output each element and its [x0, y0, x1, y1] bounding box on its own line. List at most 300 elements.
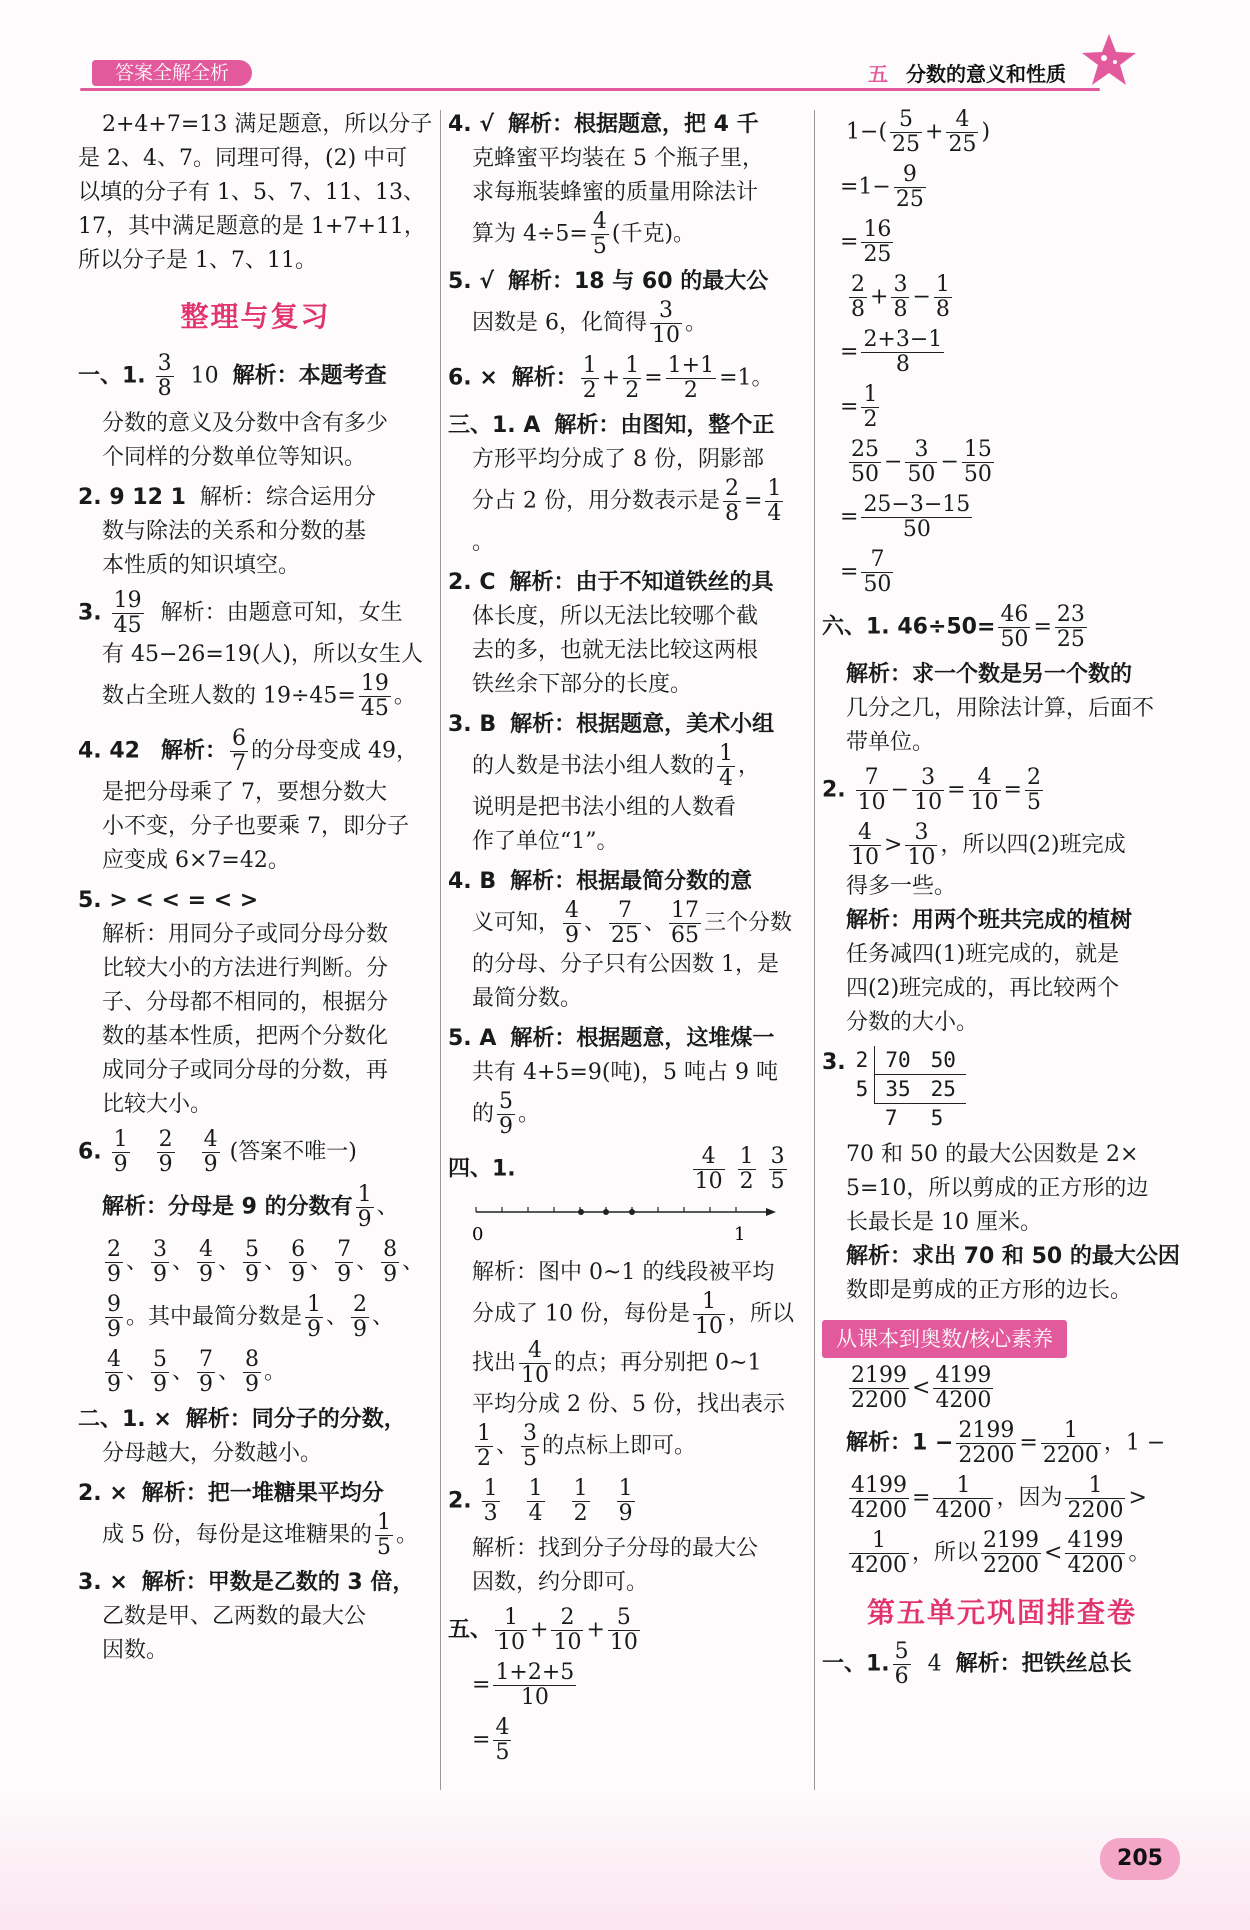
denominator: 9 [245, 1262, 260, 1287]
numerator: 1 [573, 1476, 588, 1501]
denominator: 7 [231, 751, 246, 776]
text-line: 去的多，也就无法比较这两根 [472, 638, 759, 663]
denominator: 2 [582, 378, 597, 403]
answer-1-1 [78, 352, 433, 401]
denominator: 9 [107, 1372, 121, 1397]
denominator: 2200 [958, 1443, 1015, 1468]
item-number: 二、1. × [78, 1407, 172, 1432]
fraction [650, 299, 682, 348]
fraction [861, 383, 879, 432]
numerator: 1 [719, 741, 734, 766]
denominator: 5 [523, 1446, 538, 1471]
text: 三个分数 [704, 910, 793, 936]
text: 的 [472, 1101, 495, 1127]
fraction [495, 1606, 527, 1655]
text-line: 分母越大，分数越小。 [102, 1441, 323, 1466]
denominator: 10 [553, 1630, 582, 1655]
item-number: 2. [448, 1488, 472, 1514]
numerator: 1 [625, 353, 640, 378]
answer-value: 4 [927, 1651, 942, 1677]
numerator: 2 [158, 1127, 173, 1152]
equation-step [822, 163, 1182, 212]
fraction [894, 163, 926, 212]
fraction [581, 354, 599, 403]
numerator: 7 [618, 898, 633, 923]
numerator: 7 [864, 765, 879, 790]
fraction [1025, 766, 1043, 815]
numerator: 46 [1000, 602, 1029, 627]
text: 的分母变成 49， [250, 738, 418, 764]
explanation: 解析：根据题意，美术小组 [510, 712, 775, 737]
equation-step: = $\frac{25-3-15}{50}$ [840, 492, 971, 542]
text-line: 成 5 份，每份是这堆糖果的 $\frac{1}{5}$ 。 [102, 1510, 418, 1560]
fraction [375, 1511, 393, 1560]
fraction [861, 218, 893, 267]
denominator: 10 [521, 1363, 550, 1388]
item-number: 5. A [448, 1026, 497, 1051]
numerator: 1 [956, 1473, 971, 1498]
item-number: 6. [78, 1139, 102, 1165]
item-number: 6. × [448, 365, 498, 391]
fraction [946, 108, 978, 157]
text: 找出 [472, 1350, 517, 1376]
answer-3-2 [448, 566, 808, 600]
column-divider [440, 110, 441, 1790]
chapter-title: 分数的意义和性质 [906, 62, 1066, 86]
denominator: 5 [1026, 790, 1041, 815]
point-4-10 [578, 1209, 584, 1215]
text-line: 是 2、4、7。同理可得，(2) 中可 [78, 146, 408, 171]
column-3 [822, 108, 1182, 1695]
answer-3-3 [448, 708, 808, 742]
numerator: 3 [893, 272, 908, 297]
fraction [157, 1128, 175, 1177]
fraction [112, 589, 144, 638]
fraction [891, 273, 909, 322]
denominator: 10 [609, 1630, 638, 1655]
denominator: 5 [592, 234, 607, 259]
text-line: 克蜂蜜平均装在 5 个瓶子里， [472, 146, 764, 171]
equation-step: = $\frac{16}{25}$ [840, 217, 892, 267]
denominator: 50 [861, 517, 972, 542]
text-line: 任务减四(1)班完成的，就是 [846, 942, 1120, 967]
item-number: 一、1. [78, 363, 146, 389]
dividend: 70 [885, 1048, 911, 1072]
denominator: 3 [483, 1501, 498, 1526]
column-divider [814, 110, 815, 1790]
text-line: 体长度，所以无法比较哪个截 [472, 604, 759, 629]
numerator: 6 [291, 1237, 306, 1262]
numerator: 2 [107, 1237, 121, 1262]
text-line: 的人数是书法小组人数的 $\frac{1}{4}$ ， [472, 741, 761, 791]
denominator: 5 [495, 1740, 510, 1765]
text-line [448, 1339, 808, 1388]
numerator: 3 [157, 351, 172, 376]
column-2 [448, 108, 808, 1771]
explanation: 解析：综合运用分 [199, 485, 376, 510]
fraction [861, 493, 972, 542]
text: ，所以四(2)班完成 [940, 832, 1126, 858]
numerator: 5 [616, 1605, 631, 1630]
numerator: 4 [955, 107, 970, 132]
text-line: 解析：求出 70 和 50 的最大公因 [846, 1244, 1180, 1269]
denominator: 9 [153, 1372, 168, 1397]
dividend: 50 [930, 1048, 956, 1072]
numerator: 9 [107, 1292, 121, 1317]
item-number: 4. √ [448, 112, 494, 137]
denominator: 4200 [1067, 1553, 1124, 1578]
explanation: 解析：本题考查 [232, 363, 387, 389]
denominator: 9 [203, 1152, 218, 1177]
text-line: 17，其中满足题意的是 1+7+11， [78, 214, 426, 239]
numerator: 2 [353, 1292, 368, 1317]
footer-band [0, 1790, 1250, 1930]
item-number: 2. C [448, 570, 496, 595]
denominator: 2 [739, 1169, 754, 1194]
answer-1-5: 5. > < < = < > [78, 888, 259, 913]
header-tag: 答案全解全析 [92, 60, 252, 86]
denominator: 10 [493, 1685, 576, 1710]
denominator: 2200 [1042, 1443, 1099, 1468]
text-line: 最简分数。 [472, 986, 583, 1011]
page-header [0, 0, 1250, 95]
denominator: 25 [1056, 627, 1085, 652]
text-line: 以填的分子有 1、5、7、11、13、 [78, 180, 425, 205]
numerator: 4199 [1067, 1528, 1124, 1553]
fraction [905, 438, 937, 487]
fraction [717, 742, 735, 791]
explanation: 解析：把铁丝总长 [955, 1651, 1132, 1677]
text-line: 铁丝余下部分的长度。 [472, 672, 693, 697]
numerator: 3 [921, 765, 936, 790]
answer-2-6: 6. × 解析： $\frac{1}{2}$ + $\frac{1}{2}$ = $\frac{1+1}{2}$ =1。 [448, 353, 774, 403]
explanation: 解析：根据题意，这堆煤一 [510, 1026, 775, 1051]
text-line: $\frac{4}{10}$ > $\frac{3}{10}$ ，所以四(2)班完成 [851, 820, 1126, 870]
denominator: 10 [694, 1314, 723, 1339]
fraction [693, 1290, 725, 1339]
numerator: 3 [659, 298, 673, 323]
denominator: 8 [861, 352, 944, 377]
numerator: 1+1 [667, 353, 715, 378]
quotient: 25 [921, 1075, 966, 1104]
text-line: 应变成 6×7=42。 [102, 848, 290, 873]
text-line: 几分之几，用除法计算，后面不 [846, 696, 1155, 721]
fraction [1065, 1529, 1125, 1578]
denominator: 10 [652, 323, 680, 348]
fraction [519, 1339, 551, 1388]
fraction [623, 354, 641, 403]
denominator: 2 [477, 1446, 491, 1471]
text-line: 2+4+7=13 满足题意，所以分子 [102, 112, 433, 137]
denominator: 2 [573, 1501, 588, 1526]
fraction [861, 548, 893, 597]
fraction [962, 438, 994, 487]
item-number: 3. [822, 1050, 846, 1075]
fraction [202, 1128, 220, 1177]
answer-2-4 [448, 108, 808, 142]
numerator: 16 [863, 217, 892, 242]
answer-2-5 [448, 265, 808, 299]
text-line: 得多一些。 [846, 874, 957, 899]
text-line: 分数的意义及分数中含有多少 [102, 411, 389, 436]
fraction [693, 1145, 725, 1194]
answer-6-1: 六、1. 46÷50= $\frac{46}{50}$ = $\frac{23}{25}$ [822, 602, 1085, 652]
denominator: 10 [907, 845, 936, 870]
denominator: 9 [618, 1501, 633, 1526]
denominator: 6 [894, 1664, 909, 1689]
explanation: 解析：把一堆糖果平均分 [141, 1481, 384, 1506]
fraction [849, 821, 881, 870]
denominator: 10 [914, 790, 943, 815]
text-line: 解析：用两个班共完成的植树 [846, 908, 1133, 933]
numerator: 1 [935, 272, 950, 297]
text: ，因为 [996, 1485, 1063, 1511]
unit-answer-1-1 [822, 1640, 1182, 1689]
header-rule [80, 88, 1100, 91]
number-line [448, 1200, 808, 1250]
section-title: 整理与复习 [180, 300, 331, 333]
chapter-number: 五 [868, 62, 888, 86]
denominator: 10 [970, 790, 999, 815]
answer-3-5 [448, 1022, 808, 1056]
equation-step: 1−( $\frac{5}{25}$ + $\frac{4}{25}$ ) [846, 107, 991, 157]
denominator: 50 [851, 462, 879, 487]
tick-label-1: 1 [734, 1224, 746, 1245]
denominator: 4200 [851, 1498, 907, 1523]
tick-label-0: 0 [472, 1224, 484, 1245]
numerator: 23 [1056, 602, 1085, 627]
item-number: 2. 9 12 1 [78, 485, 186, 510]
item-number: 3. × [78, 1570, 128, 1595]
text: 的点标上即可。 [542, 1433, 697, 1459]
text: ，所以 [727, 1301, 794, 1327]
explanation: 解析：由图知，整个正 [554, 413, 775, 438]
answer-1-3 [78, 589, 433, 638]
numerator: 2199 [983, 1528, 1040, 1553]
fraction [998, 603, 1030, 652]
denominator: 2 [625, 378, 640, 403]
numerator: 1 [582, 353, 597, 378]
divisor: 2 [850, 1046, 875, 1075]
explanation: 解析：甲数是乙数的 3 倍， [141, 1570, 415, 1595]
fraction [617, 1477, 635, 1526]
denominator: 8 [157, 376, 172, 401]
denominator: 9 [499, 1114, 514, 1139]
text-line: 有 45−26=19(人)，所以女生人 [102, 642, 424, 667]
fraction [956, 1419, 1016, 1468]
text-line: 个同样的分数单位等知识。 [102, 445, 367, 470]
text: 成 5 份，每份是这堆糖果的 [102, 1522, 372, 1548]
denominator: 2 [863, 407, 878, 432]
text-line: 作了单位“1”。 [472, 829, 619, 854]
text: ，所以 [912, 1540, 979, 1566]
item-number: 三、1. A [448, 413, 541, 438]
fraction [105, 1348, 123, 1397]
text-line: 是把分母乘了 7，要想分数大 [102, 780, 387, 805]
text-line: 子、分母都不相同的，根据分 [102, 990, 389, 1015]
fraction [849, 1474, 909, 1523]
equation-step: $\frac{2}{8}$ + $\frac{3}{8}$ − $\frac{1}{8}$ [851, 272, 950, 322]
fraction [151, 1238, 169, 1287]
text: 因数是 6，化简得 [472, 310, 647, 336]
text-line: $\frac{1}{2}$ 、 $\frac{3}{5}$ 的点标上即可。 [477, 1421, 697, 1471]
item-number: 一、1. [822, 1651, 890, 1677]
item-number: 4. B [448, 869, 497, 894]
denominator: 10 [851, 845, 879, 870]
numerator: 19 [360, 671, 389, 696]
numerator: 1 [477, 1421, 491, 1446]
denominator: 8 [851, 297, 865, 322]
fraction [933, 1364, 993, 1413]
text-line: $\frac{9}{9}$ 。其中最简分数是 $\frac{1}{9}$ 、 $\frac{2}{9}$ 、 [107, 1292, 395, 1342]
numerator: 1 [1063, 1418, 1078, 1443]
column-1 [78, 108, 433, 1674]
quotient: 7 [875, 1104, 921, 1133]
denominator: 5 [770, 1169, 785, 1194]
denominator: 9 [199, 1372, 214, 1397]
item-number: 六、1. 46÷50= [822, 614, 996, 640]
text-line: 解析：分母是 9 的分数有 $\frac{1}{9}$ 、 [102, 1182, 399, 1232]
denominator: 25 [948, 132, 977, 157]
fraction [1065, 1474, 1125, 1523]
denominator: 2 [666, 378, 716, 403]
answer-5-1: 五、 $\frac{1}{10}$ + $\frac{2}{10}$ + $\frac{5}{10}$ [448, 1605, 638, 1655]
text-line: 四(2)班完成的，再比较两个 [846, 976, 1120, 1001]
fraction [893, 1640, 911, 1689]
text-line: 解析：图中 0~1 的线段被平均 [472, 1260, 775, 1285]
denominator: 9 [353, 1317, 368, 1342]
numerator: 3 [153, 1237, 168, 1262]
text: 义可知， [472, 910, 561, 936]
fraction [230, 727, 248, 776]
fraction [156, 352, 174, 401]
text: =1。 [719, 365, 774, 391]
denominator: 10 [497, 1630, 526, 1655]
denominator: 9 [383, 1262, 398, 1287]
fraction [197, 1238, 215, 1287]
numerator: 4 [528, 1338, 543, 1363]
item-number: 4. 42 [78, 738, 140, 764]
text-line: 长最长是 10 厘米。 [846, 1210, 1042, 1235]
fraction [563, 899, 581, 948]
numerator: 4199 [851, 1473, 907, 1498]
fraction [969, 766, 1001, 815]
fraction [933, 1474, 993, 1523]
text-line: 比较大小。 [102, 1092, 213, 1117]
numerator: 8 [245, 1347, 260, 1372]
denominator: 2200 [851, 1388, 907, 1413]
fraction [197, 1348, 215, 1397]
text: 1− [846, 119, 879, 145]
text-line: 小不变，分子也要乘 7，即分子 [102, 814, 409, 839]
fraction [609, 899, 641, 948]
fraction [497, 1090, 515, 1139]
numerator: 1 [739, 1144, 754, 1169]
fraction [769, 1145, 787, 1194]
denominator: 10 [694, 1169, 723, 1194]
text-line: 所以分子是 1、7、11。 [78, 248, 317, 273]
denominator: 9 [107, 1262, 121, 1287]
chapter-heading [868, 58, 1066, 87]
numerator: 1 [1088, 1473, 1103, 1498]
text-line: 的分母、分子只有公因数 1，是 [472, 952, 779, 977]
text: 的点；再分别把 0~1 [554, 1350, 762, 1376]
numerator: 17 [671, 898, 700, 923]
text: (千克)。 [611, 221, 696, 247]
text-line: 5=10，所以剪成的正方形的边 [846, 1176, 1149, 1201]
denominator: 25 [892, 132, 921, 157]
denominator: 4 [528, 1501, 543, 1526]
numerator: 2 [1026, 765, 1041, 790]
answer-1-4 [78, 727, 433, 776]
comparison-answer: $\frac{2199}{2200}$ < $\frac{4199}{4200}$ [851, 1363, 992, 1413]
numerator: 4 [107, 1347, 121, 1372]
denominator: 9 [113, 1152, 128, 1177]
denominator: 9 [153, 1262, 168, 1287]
denominator: 9 [245, 1372, 260, 1397]
denominator: 9 [307, 1317, 322, 1342]
numerator: 19 [113, 588, 142, 613]
numerator: 4 [199, 1237, 214, 1262]
equation-step: = $\frac{1+2+5}{10}$ [472, 1660, 575, 1710]
fraction [105, 1293, 123, 1342]
numerator: 6 [231, 726, 246, 751]
explanation: 解析：根据题意，把 4 千 [508, 112, 759, 137]
fraction [482, 1477, 500, 1526]
fraction [738, 1145, 756, 1194]
text-line: 平均分成 2 份、5 份，找出表示 [472, 1392, 785, 1417]
answer-6-3 [822, 1046, 1182, 1132]
numerator: 4 [858, 820, 872, 845]
numerator: 2199 [851, 1363, 907, 1388]
numerator: 4 [203, 1127, 218, 1152]
denominator: 50 [1000, 627, 1029, 652]
numerator: 1 [376, 1510, 391, 1535]
explanation: 解析：由题意可知，女生 [160, 600, 403, 626]
numerator: 3 [914, 437, 929, 462]
numerator: 1 [701, 1289, 716, 1314]
point-3-5 [629, 1209, 635, 1215]
fraction [591, 210, 609, 259]
denominator: 4200 [851, 1553, 907, 1578]
fraction [934, 273, 952, 322]
fraction [1055, 603, 1087, 652]
text: 数占全班人数的 19÷45= [102, 683, 356, 709]
text-line: 乙数是甲、乙两数的最大公 [102, 1604, 367, 1629]
denominator: 8 [893, 297, 908, 322]
numerator: 1 [872, 1528, 886, 1553]
text: ，1 − [1103, 1430, 1166, 1456]
denominator: 4200 [935, 1498, 992, 1523]
explanation-label: 解析： [160, 738, 227, 764]
text-line: 解析：找到分子分母的最大公 [472, 1536, 759, 1561]
numerator: 1 [767, 476, 782, 501]
numerator: 2199 [958, 1418, 1015, 1443]
numerator: 5 [899, 107, 914, 132]
denominator: 2200 [1067, 1498, 1124, 1523]
point-1-2 [603, 1209, 609, 1215]
denominator: 50 [963, 462, 992, 487]
fraction [521, 1422, 539, 1471]
denominator: 9 [199, 1262, 214, 1287]
numerator: 15 [963, 437, 992, 462]
text-line: 义可知， $\frac{4}{9}$ 、 $\frac{7}{25}$ 、 $\frac{17}{65}$ 三个分数 [472, 898, 793, 948]
denominator: 9 [107, 1317, 121, 1342]
divisor: 5 [850, 1075, 875, 1104]
text: =1− [840, 174, 891, 200]
text-line: 的 $\frac{5}{9}$ 。 [472, 1089, 541, 1139]
fraction [475, 1422, 493, 1471]
